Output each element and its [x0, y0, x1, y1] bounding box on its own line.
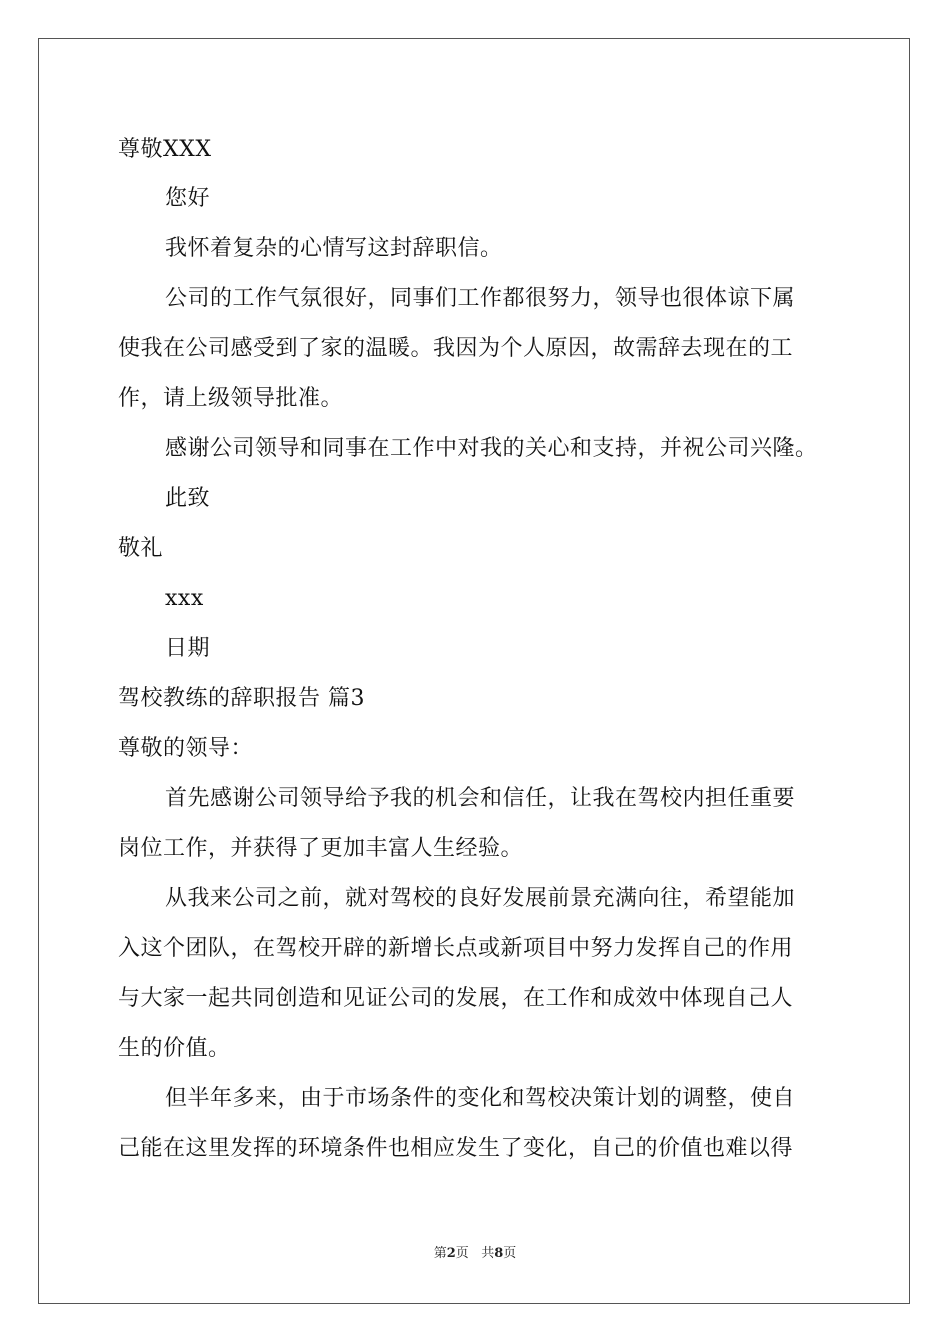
body-paragraph-line: 与大家一起共同创造和见证公司的发展，在工作和成效中体现自己人 — [118, 986, 794, 1011]
body-paragraph-line: 但半年多来，由于市场条件的变化和驾校决策计划的调整，使自 — [165, 1086, 796, 1111]
total-prefix: 共 — [481, 1246, 495, 1261]
section-title: 驾校教练的辞职报告 篇3 — [118, 686, 365, 711]
body-paragraph-line: 生的价值。 — [118, 1036, 231, 1061]
total-suffix: 页 — [503, 1246, 517, 1261]
page-suffix: 页 — [455, 1246, 469, 1261]
salutation: 尊敬的领导： — [118, 736, 254, 761]
body-paragraph-line: 首先感谢公司领导给予我的机会和信任，让我在驾校内担任重要 — [165, 786, 796, 811]
closing-line: 此致 — [165, 486, 211, 511]
body-paragraph-line: 公司的工作气氛很好，同事们工作都很努力，领导也很体谅下属 — [165, 286, 796, 311]
salutation: 尊敬XXX — [118, 137, 212, 162]
page-prefix: 第 — [433, 1246, 447, 1261]
body-paragraph-line: 作，请上级领导批准。 — [118, 386, 344, 411]
page-border — [38, 38, 910, 1304]
closing-salute: 敬礼 — [118, 536, 164, 561]
greeting: 您好 — [165, 186, 211, 211]
body-paragraph-line: 感谢公司领导和同事在工作中对我的关心和支持，并祝公司兴隆。 — [165, 436, 818, 461]
body-paragraph-line: 入这个团队，在驾校开辟的新增长点或新项目中努力发挥自己的作用 — [118, 936, 794, 961]
body-paragraph-line: 岗位工作，并获得了更加丰富人生经验。 — [118, 836, 524, 861]
page-number: 2 — [446, 1246, 456, 1261]
page-footer — [0, 1246, 950, 1262]
body-paragraph-line: 从我来公司之前，就对驾校的良好发展前景充满向往，希望能加 — [165, 886, 796, 911]
body-paragraph-line: 己能在这里发挥的环境条件也相应发生了变化，自己的价值也难以得 — [118, 1136, 794, 1161]
date-label: 日期 — [165, 636, 211, 661]
total-pages: 8 — [494, 1246, 504, 1261]
signature: xxx — [165, 586, 204, 611]
body-paragraph-line: 我怀着复杂的心情写这封辞职信。 — [165, 236, 503, 261]
body-paragraph-line: 使我在公司感受到了家的温暖。我因为个人原因，故需辞去现在的工 — [118, 336, 794, 361]
